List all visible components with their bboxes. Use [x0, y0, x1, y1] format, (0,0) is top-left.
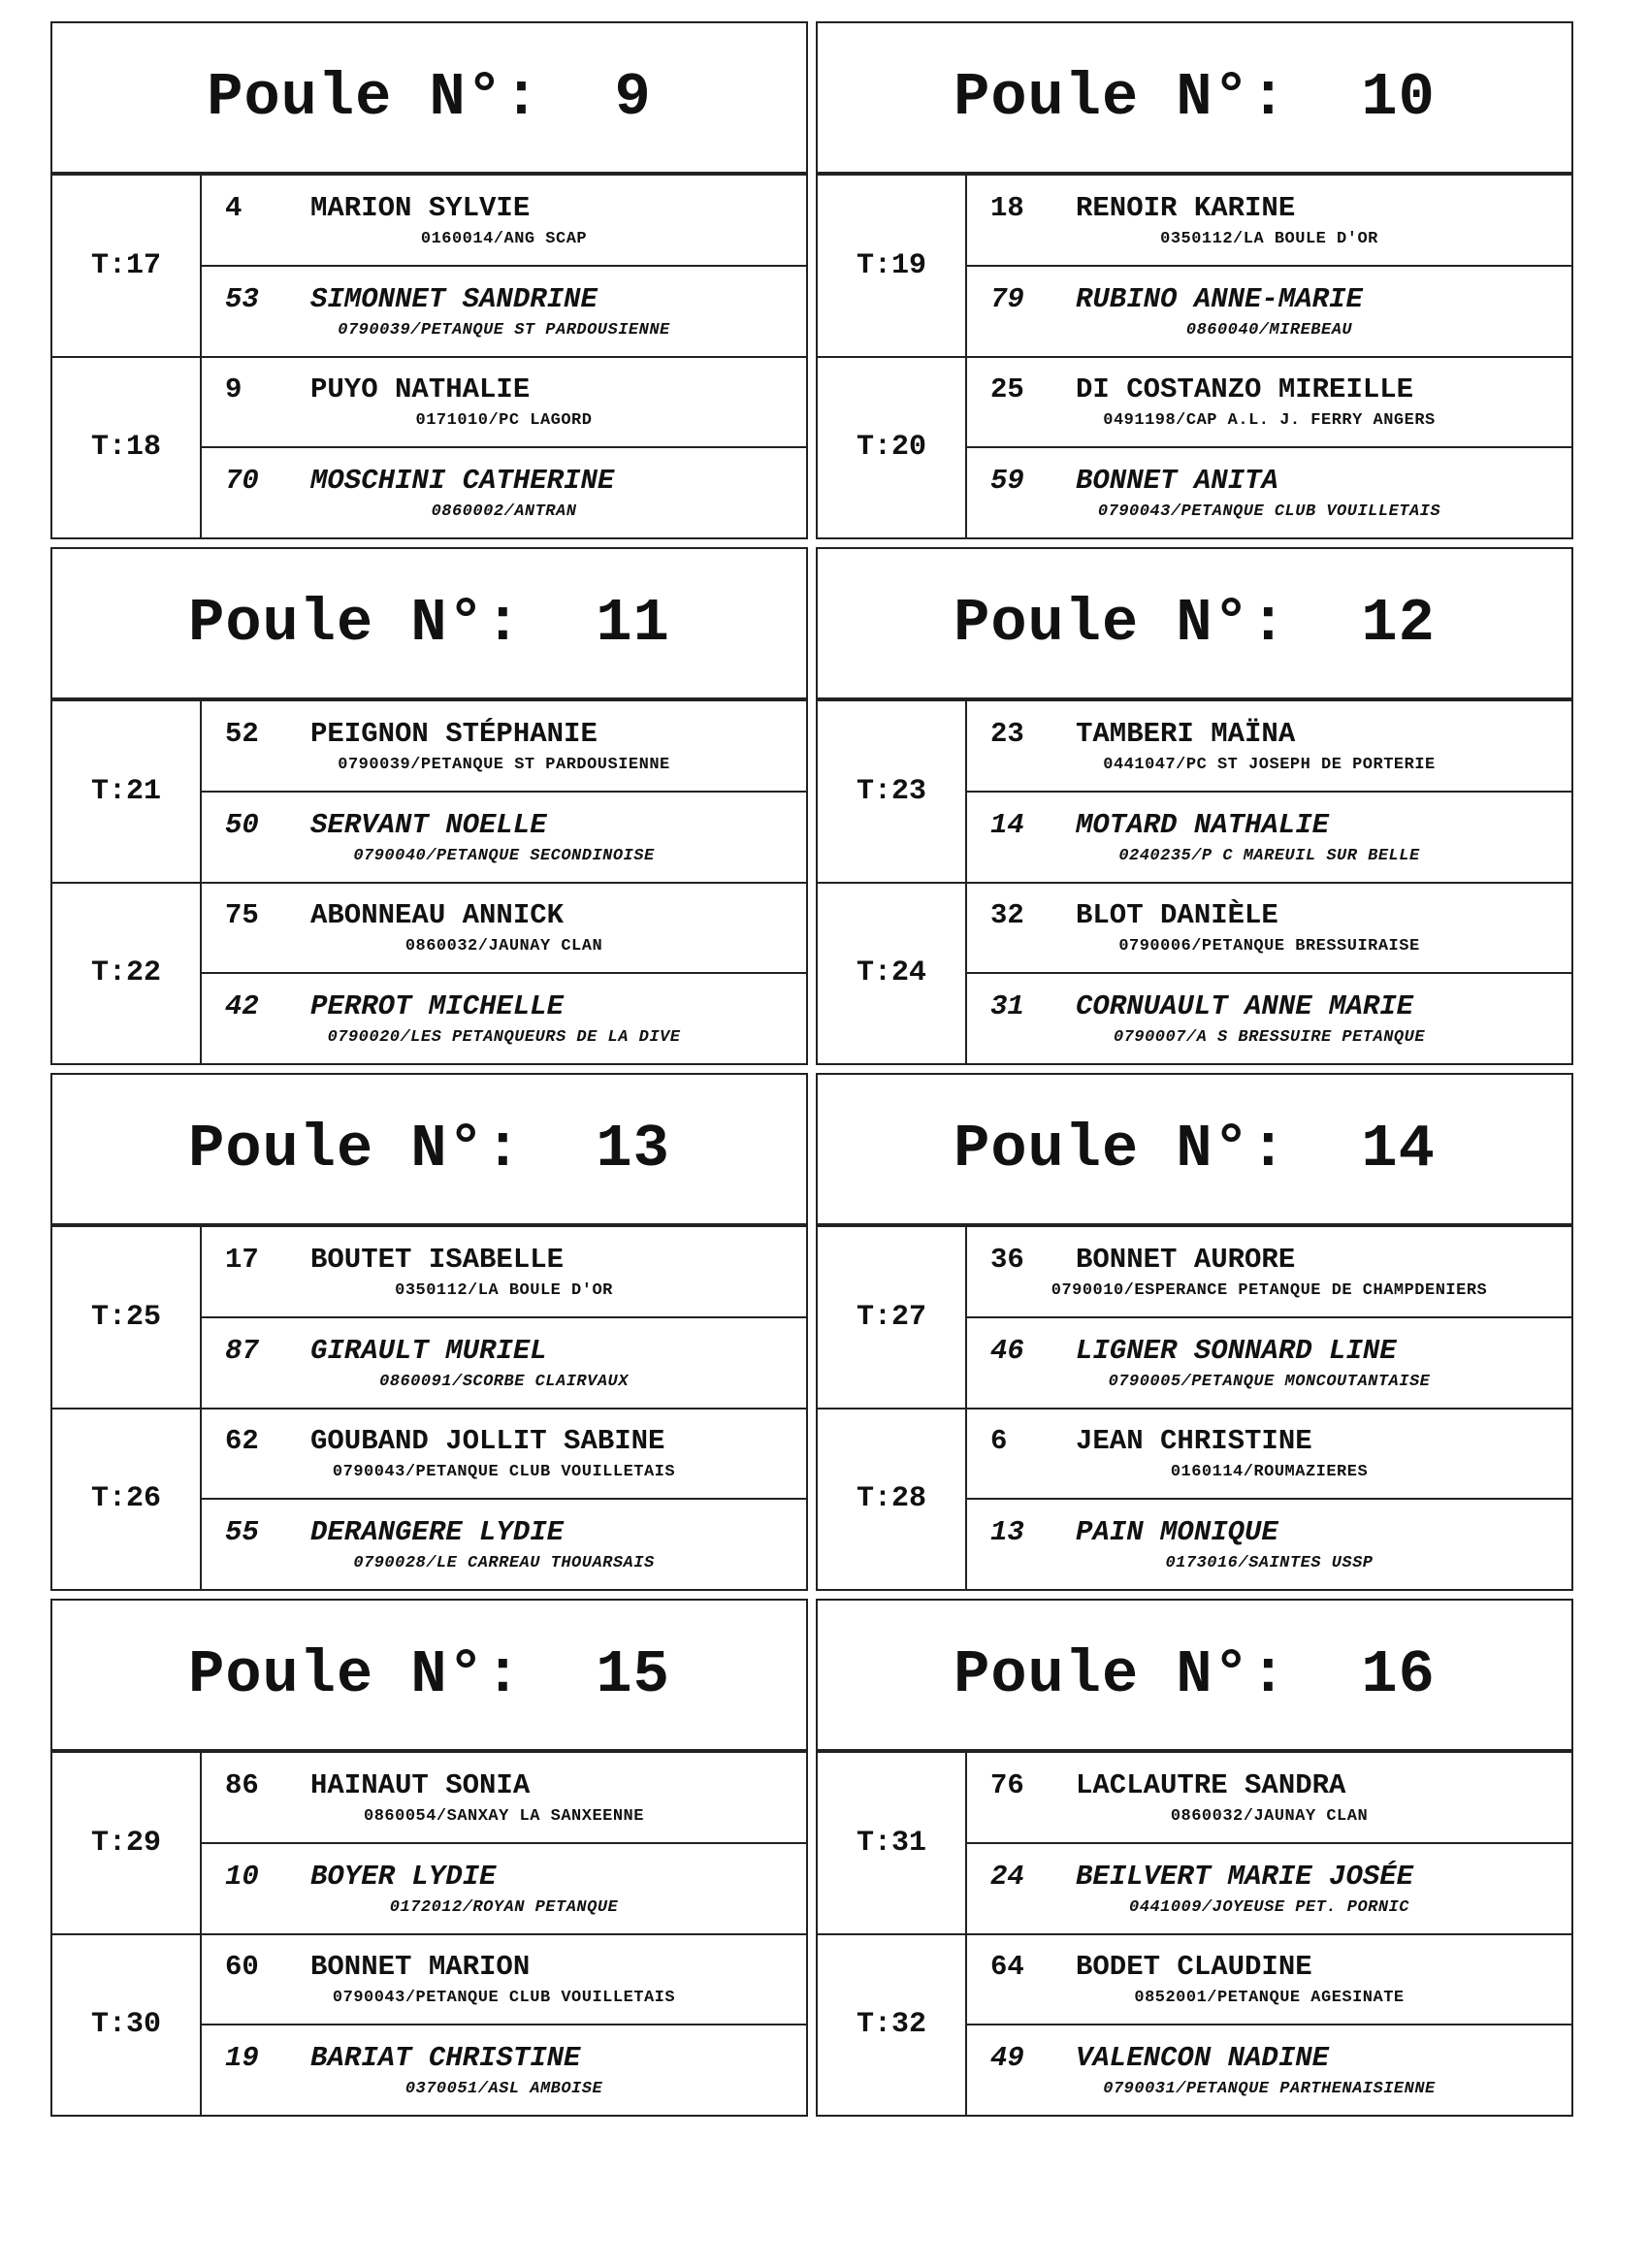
table-number: T:20	[818, 358, 967, 538]
player-club: 0160014/ANG SCAP	[420, 229, 588, 248]
player-line	[990, 2042, 1548, 2074]
player-club: 0173016/SAINTES USSP	[1165, 1554, 1374, 1573]
poule-box	[50, 547, 808, 1065]
player-entry	[202, 1842, 806, 1933]
player-name: RENOIR KARINE	[1076, 191, 1296, 224]
table-number: T:25	[52, 1227, 202, 1408]
table-row	[52, 699, 806, 882]
player-name: LIGNER SONNARD LINE	[1076, 1334, 1397, 1367]
player-club: 0790043/PETANQUE CLUB VOUILLETAIS	[1097, 502, 1441, 522]
player-name: VALENCON NADINE	[1076, 2042, 1330, 2075]
table-row	[818, 1933, 1571, 2116]
players-list	[202, 1227, 806, 1408]
player-number: 6	[990, 1425, 1008, 1458]
table-number: T:31	[818, 1753, 967, 1933]
players-list	[202, 1753, 806, 1933]
player-line	[225, 1425, 783, 1457]
player-number: 50	[225, 808, 259, 841]
table-number: T:23	[818, 701, 967, 882]
poule-label: Poule N°:	[954, 1115, 1287, 1183]
player-name: BEILVERT MARIE JOSÉE	[1076, 1860, 1414, 1893]
player-line	[990, 1769, 1548, 1801]
player-number: 62	[225, 1425, 259, 1458]
player-entry	[202, 701, 806, 791]
poule-number: 9	[614, 63, 652, 132]
table-number: T:18	[52, 358, 202, 538]
player-name: BONNET AURORE	[1076, 1243, 1296, 1276]
player-club: 0860040/MIREBEAU	[1185, 320, 1353, 340]
poule-number: 12	[1361, 589, 1436, 658]
player-club: 0790043/PETANQUE CLUB VOUILLETAIS	[332, 1989, 676, 2008]
table-number: T:32	[818, 1935, 967, 2116]
player-line	[990, 1425, 1548, 1457]
player-name: BONNET MARION	[310, 1951, 531, 1984]
player-entry	[967, 791, 1571, 882]
players-list	[202, 884, 806, 1064]
players-list	[202, 1935, 806, 2116]
table-row	[52, 1408, 806, 1590]
player-entry	[967, 884, 1571, 973]
player-line	[225, 465, 783, 497]
player-number: 19	[225, 2042, 259, 2075]
player-line	[225, 1244, 783, 1276]
poule-label: Poule N°:	[188, 589, 522, 658]
player-line	[990, 373, 1548, 405]
table-number: T:29	[52, 1753, 202, 1933]
player-line	[990, 465, 1548, 497]
player-number: 25	[990, 373, 1024, 406]
player-entry	[202, 1753, 806, 1842]
player-name: RUBINO ANNE-MARIE	[1076, 282, 1363, 315]
player-name: PEIGNON STÉPHANIE	[310, 717, 598, 750]
table-number: T:26	[52, 1409, 202, 1590]
table-row	[818, 174, 1571, 356]
player-club: 0160114/ROUMAZIERES	[1170, 1463, 1369, 1482]
player-entry	[967, 2024, 1571, 2115]
player-club: 0790007/A S BRESSUIRE PETANQUE	[1113, 1028, 1426, 1048]
player-line	[990, 1951, 1548, 1983]
player-line	[225, 1861, 783, 1893]
table-row	[52, 174, 806, 356]
player-entry	[967, 446, 1571, 537]
player-entry	[967, 358, 1571, 447]
poule-box	[816, 547, 1573, 1065]
player-club: 0171010/PC LAGORD	[415, 411, 593, 431]
player-number: 53	[225, 282, 259, 315]
poule-title	[52, 1075, 806, 1225]
table-row	[52, 1751, 806, 1933]
player-line	[990, 1861, 1548, 1893]
player-club: 0350112/LA BOULE D'OR	[395, 1280, 613, 1300]
table-row	[818, 356, 1571, 538]
player-entry	[967, 1935, 1571, 2025]
player-number: 79	[990, 282, 1024, 315]
player-club: 0790020/LES PETANQUEURS DE LA DIVE	[327, 1028, 681, 1048]
poule-number: 10	[1361, 63, 1436, 132]
player-entry	[202, 791, 806, 882]
player-number: 52	[225, 717, 259, 750]
player-club: 0790031/PETANQUE PARTHENAISIENNE	[1103, 2080, 1436, 2099]
table-row	[818, 1408, 1571, 1590]
player-number: 59	[990, 465, 1024, 498]
player-name: DERANGERE LYDIE	[310, 1516, 565, 1549]
poule-label: Poule N°:	[207, 63, 541, 132]
player-club: 0860091/SCORBE CLAIRVAUX	[379, 1372, 629, 1391]
player-number: 46	[990, 1334, 1024, 1367]
poule-label: Poule N°:	[188, 1640, 522, 1709]
player-club: 0790039/PETANQUE ST PARDOUSIENNE	[338, 320, 670, 340]
table-row	[818, 699, 1571, 882]
player-line	[225, 373, 783, 405]
table-row	[818, 1225, 1571, 1408]
player-club: 0790010/ESPERANCE PETANQUE DE CHAMPDENIERS	[1051, 1280, 1488, 1300]
table-number: T:21	[52, 701, 202, 882]
player-line	[990, 990, 1548, 1022]
player-entry	[202, 972, 806, 1063]
player-number: 76	[990, 1768, 1024, 1801]
player-entry	[202, 1935, 806, 2025]
player-club: 0790005/PETANQUE MONCOUTANTAISE	[1108, 1372, 1431, 1391]
players-list	[967, 1935, 1571, 2116]
player-number: 36	[990, 1243, 1024, 1276]
player-club: 0350112/LA BOULE D'OR	[1160, 229, 1378, 248]
poule-box	[50, 1599, 808, 2117]
player-name: BOUTET ISABELLE	[310, 1243, 565, 1276]
player-club: 0790043/PETANQUE CLUB VOUILLETAIS	[332, 1463, 676, 1482]
poule-box	[50, 21, 808, 539]
table-number: T:30	[52, 1935, 202, 2116]
poule-box	[816, 21, 1573, 539]
poule-title	[52, 1601, 806, 1751]
player-name: PUYO NATHALIE	[310, 373, 531, 406]
players-list	[967, 1753, 1571, 1933]
player-club: 0860032/JAUNAY CLAN	[404, 937, 603, 956]
poule-number: 16	[1361, 1640, 1436, 1709]
player-name: BARIAT CHRISTINE	[310, 2042, 581, 2075]
player-club: 0172012/ROYAN PETANQUE	[389, 1897, 619, 1917]
player-number: 49	[990, 2042, 1024, 2075]
player-club: 0491198/CAP A.L. J. FERRY ANGERS	[1103, 411, 1436, 431]
player-entry	[202, 446, 806, 537]
table-row	[818, 882, 1571, 1064]
player-number: 23	[990, 717, 1024, 750]
player-entry	[202, 1498, 806, 1589]
player-entry	[967, 1498, 1571, 1589]
player-club: 0790006/PETANQUE BRESSUIRAISE	[1118, 937, 1420, 956]
player-entry	[202, 2024, 806, 2115]
poule-label: Poule N°:	[954, 63, 1287, 132]
player-name: BOYER LYDIE	[310, 1860, 497, 1893]
player-club: 0441009/JOYEUSE PET. PORNIC	[1129, 1897, 1409, 1917]
player-line	[225, 192, 783, 224]
player-number: 32	[990, 899, 1024, 932]
player-entry	[202, 1227, 806, 1316]
player-name: GOUBAND JOLLIT SABINE	[310, 1425, 665, 1458]
player-entry	[202, 1409, 806, 1499]
table-number: T:28	[818, 1409, 967, 1590]
player-name: CORNUAULT ANNE MARIE	[1076, 990, 1414, 1023]
table-number: T:22	[52, 884, 202, 1064]
player-club: 0790039/PETANQUE ST PARDOUSIENNE	[338, 755, 670, 774]
player-club: 0860054/SANXAY LA SANXEENNE	[364, 1806, 644, 1826]
player-number: 17	[225, 1243, 259, 1276]
table-row	[52, 1225, 806, 1408]
player-name: SIMONNET SANDRINE	[310, 282, 598, 315]
players-list	[967, 176, 1571, 356]
player-name: ABONNEAU ANNICK	[310, 899, 565, 932]
players-list	[202, 358, 806, 538]
player-line	[225, 1516, 783, 1548]
poule-box	[816, 1073, 1573, 1591]
table-number: T:27	[818, 1227, 967, 1408]
player-entry	[967, 1753, 1571, 1842]
players-list	[202, 176, 806, 356]
player-entry	[967, 1409, 1571, 1499]
player-name: JEAN CHRISTINE	[1076, 1425, 1312, 1458]
player-club: 0370051/ASL AMBOISE	[404, 2080, 603, 2099]
player-line	[225, 990, 783, 1022]
player-name: MOSCHINI CATHERINE	[310, 465, 615, 498]
player-line	[990, 1335, 1548, 1367]
poule-title	[52, 23, 806, 174]
player-line	[225, 718, 783, 750]
player-name: BLOT DANIÈLE	[1076, 899, 1278, 932]
player-entry	[202, 265, 806, 356]
player-line	[225, 899, 783, 931]
poules-grid	[50, 21, 1586, 2117]
player-club: 0790040/PETANQUE SECONDINOISE	[353, 846, 655, 865]
poule-number: 13	[596, 1115, 670, 1183]
player-name: HAINAUT SONIA	[310, 1768, 531, 1801]
players-list	[202, 701, 806, 882]
player-entry	[967, 176, 1571, 265]
players-list	[202, 1409, 806, 1590]
player-number: 42	[225, 990, 259, 1023]
player-name: PERROT MICHELLE	[310, 990, 565, 1023]
table-row	[52, 356, 806, 538]
player-name: LACLAUTRE SANDRA	[1076, 1768, 1346, 1801]
player-number: 64	[990, 1951, 1024, 1984]
table-row	[818, 1751, 1571, 1933]
player-number: 31	[990, 990, 1024, 1023]
player-club: 0240235/P C MAREUIL SUR BELLE	[1118, 846, 1420, 865]
player-line	[990, 809, 1548, 841]
player-entry	[202, 1316, 806, 1408]
poule-box	[50, 1073, 808, 1591]
player-club: 0441047/PC ST JOSEPH DE PORTERIE	[1103, 755, 1436, 774]
player-number: 10	[225, 1860, 259, 1893]
player-entry	[202, 884, 806, 973]
player-line	[990, 899, 1548, 931]
poule-title	[52, 549, 806, 699]
player-line	[990, 718, 1548, 750]
player-number: 87	[225, 1334, 259, 1367]
player-number: 9	[225, 373, 242, 406]
poule-label: Poule N°:	[954, 1640, 1287, 1709]
poule-number: 14	[1361, 1115, 1436, 1183]
player-name: PAIN MONIQUE	[1076, 1516, 1278, 1549]
player-name: GIRAULT MURIEL	[310, 1334, 547, 1367]
player-entry	[967, 1227, 1571, 1316]
player-number: 75	[225, 899, 259, 932]
player-number: 13	[990, 1516, 1024, 1549]
player-number: 4	[225, 191, 242, 224]
players-list	[967, 884, 1571, 1064]
table-number: T:19	[818, 176, 967, 356]
player-club: 0860002/ANTRAN	[431, 502, 577, 522]
player-name: TAMBERI MAÏNA	[1076, 717, 1296, 750]
player-line	[225, 1769, 783, 1801]
player-entry	[967, 972, 1571, 1063]
poule-title	[818, 1601, 1571, 1751]
player-line	[225, 2042, 783, 2074]
player-number: 55	[225, 1516, 259, 1549]
player-line	[225, 809, 783, 841]
players-list	[967, 1409, 1571, 1590]
player-number: 14	[990, 808, 1024, 841]
players-list	[967, 1227, 1571, 1408]
player-name: MARION SYLVIE	[310, 191, 531, 224]
player-line	[225, 1335, 783, 1367]
poule-number: 11	[596, 589, 670, 658]
player-entry	[202, 358, 806, 447]
player-club: 0852001/PETANQUE AGESINATE	[1134, 1989, 1405, 2008]
poule-title	[818, 549, 1571, 699]
table-row	[52, 882, 806, 1064]
table-number: T:24	[818, 884, 967, 1064]
player-number: 86	[225, 1768, 259, 1801]
player-number: 60	[225, 1951, 259, 1984]
poule-title	[818, 1075, 1571, 1225]
table-row	[52, 1933, 806, 2116]
player-entry	[202, 176, 806, 265]
player-line	[990, 1516, 1548, 1548]
poule-label: Poule N°:	[954, 589, 1287, 658]
poule-label: Poule N°:	[188, 1115, 522, 1183]
player-name: MOTARD NATHALIE	[1076, 808, 1330, 841]
player-name: SERVANT NOELLE	[310, 808, 547, 841]
poule-number: 15	[596, 1640, 670, 1709]
player-line	[990, 192, 1548, 224]
player-number: 24	[990, 1860, 1024, 1893]
player-entry	[967, 1842, 1571, 1933]
player-entry	[967, 701, 1571, 791]
players-list	[967, 701, 1571, 882]
table-number: T:17	[52, 176, 202, 356]
player-line	[990, 283, 1548, 315]
player-line	[225, 283, 783, 315]
player-number: 70	[225, 465, 259, 498]
player-name: DI COSTANZO MIREILLE	[1076, 373, 1414, 406]
player-entry	[967, 1316, 1571, 1408]
player-line	[990, 1244, 1548, 1276]
poule-box	[816, 1599, 1573, 2117]
player-number: 18	[990, 191, 1024, 224]
player-name: BONNET ANITA	[1076, 465, 1278, 498]
player-club: 0860032/JAUNAY CLAN	[1170, 1806, 1369, 1826]
poule-title	[818, 23, 1571, 174]
players-list	[967, 358, 1571, 538]
player-club: 0790028/LE CARREAU THOUARSAIS	[353, 1554, 655, 1573]
player-line	[225, 1951, 783, 1983]
player-entry	[967, 265, 1571, 356]
player-name: BODET CLAUDINE	[1076, 1951, 1312, 1984]
